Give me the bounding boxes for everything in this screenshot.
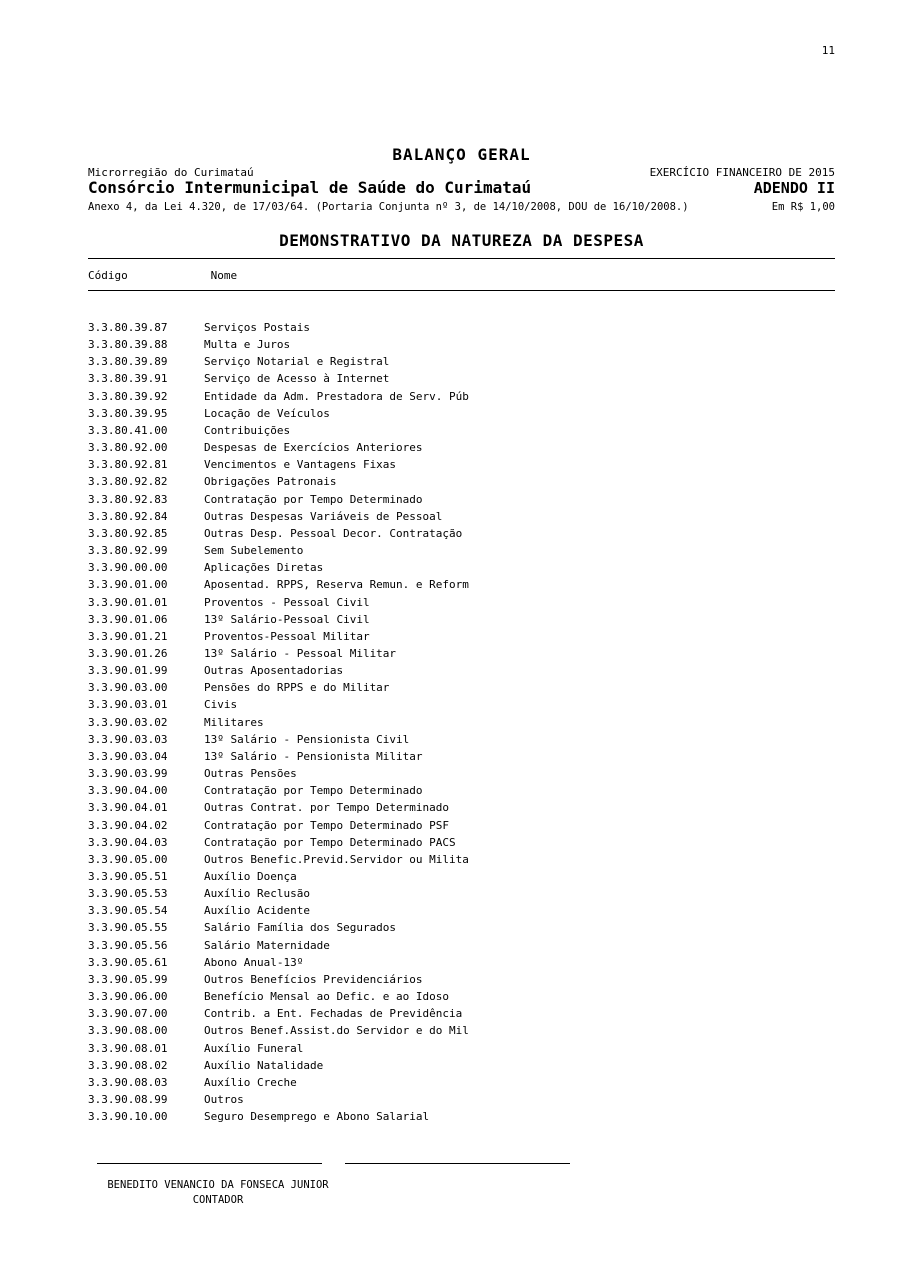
table-row [88,1057,835,1074]
expense-name: Auxílio Funeral [204,1041,304,1055]
expense-name: Multa e Juros [204,338,291,352]
expense-name: Entidade da Adm. Prestadora de Serv. Púb [204,389,469,403]
table-row [88,919,835,936]
expense-name: 13º Salário - Pensionista Militar [204,749,423,763]
table-row [88,1022,835,1039]
table-row [88,696,835,713]
expense-table-body [88,319,835,1125]
table-row [88,817,835,834]
expense-code: 3.3.90.00.00 [88,561,168,575]
expense-name: Outras Aposentadorias [204,664,344,678]
expense-code: 3.3.80.92.99 [88,544,168,558]
table-row [88,439,835,456]
table-row [88,731,835,748]
table-row [88,988,835,1005]
expense-code: 3.3.90.05.53 [88,887,168,901]
table-row [88,868,835,885]
signature-line-2 [345,1163,570,1164]
table-row [88,799,835,816]
table-row [88,319,835,336]
expense-code: 3.3.90.08.99 [88,1093,168,1107]
table-row [88,508,835,525]
expense-name: Auxílio Creche [204,1075,297,1089]
expense-code: 3.3.90.01.26 [88,646,168,660]
expense-name: Seguro Desemprego e Abono Salarial [204,1110,430,1124]
expense-code: 3.3.90.06.00 [88,990,168,1004]
expense-code: 3.3.90.08.01 [88,1041,168,1055]
expense-name: Locação de Veículos [204,406,330,420]
expense-name: Outras Desp. Pessoal Decor. Contratação [204,526,463,540]
expense-code: 3.3.90.05.55 [88,921,168,935]
expense-name: Vencimentos e Vantagens Fixas [204,458,397,472]
table-row [88,679,835,696]
report-title: BALANÇO GERAL [392,145,531,164]
expense-code: 3.3.90.05.54 [88,904,168,918]
expense-name: Contratação por Tempo Determinado PSF [204,818,450,832]
table-row [88,422,835,439]
expense-code: 3.3.90.05.51 [88,870,168,883]
expense-name: Contratação por Tempo Determinado [204,784,423,798]
expense-code: 3.3.90.04.00 [88,784,168,798]
expense-code: 3.3.90.03.01 [88,698,168,712]
expense-name: Civis [204,698,238,712]
expense-code: 3.3.80.39.87 [88,321,168,334]
expense-code: 3.3.80.39.89 [88,355,168,369]
expense-code: 3.3.90.04.03 [88,835,168,849]
expense-code: 3.3.80.92.00 [88,441,168,455]
expense-code: 3.3.90.05.56 [88,938,168,952]
expense-name: Outros [204,1093,244,1107]
expense-code: 3.3.90.01.01 [88,595,168,609]
table-row [88,388,835,405]
expense-name: Outros Benefícios Previdenciários [204,972,423,986]
table-row [88,628,835,645]
table-row [88,834,835,851]
table-row [88,611,835,628]
expense-code: 3.3.90.01.21 [88,629,168,643]
signer-title: CONTADOR [192,1194,244,1206]
table-row [88,473,835,490]
expense-code: 3.3.90.08.03 [88,1075,168,1089]
table-row [88,1091,835,1108]
expense-name: Outras Despesas Variáveis de Pessoal [204,509,443,523]
table-row [88,645,835,662]
region-label: Microrregião do Curimataú [88,166,254,179]
expense-code: 3.3.80.92.84 [88,509,168,523]
table-row [88,1005,835,1022]
table-row [88,1040,835,1057]
table-row [88,937,835,954]
expense-code: 3.3.90.03.02 [88,715,168,729]
table-row [88,525,835,542]
expense-code: 3.3.80.92.82 [88,475,168,489]
table-row [88,594,835,611]
expense-code: 3.3.90.03.99 [88,767,168,781]
expense-name: 13º Salário-Pessoal Civil [204,612,370,626]
expense-code: 3.3.90.01.06 [88,612,168,626]
expense-name: Serviço Notarial e Registral [204,355,390,369]
expense-name: Obrigações Patronais [204,475,337,489]
table-row [88,576,835,593]
expense-name: Proventos-Pessoal Militar [204,629,370,643]
expense-code: 3.3.80.92.81 [88,458,168,472]
expense-code: 3.3.90.05.00 [88,852,168,866]
expense-name: Auxílio Natalidade [204,1058,324,1072]
column-header-name: Nome [210,269,238,282]
table-row [88,1108,835,1125]
expense-name: Contribuições [204,423,291,437]
table-row [88,851,835,868]
expense-code: 3.3.90.05.61 [88,955,168,969]
table-row [88,456,835,473]
table-row [88,782,835,799]
expense-name: 13º Salário - Pensionista Civil [204,732,410,746]
expense-name: Aposentad. RPPS, Reserva Remun. e Reform [204,578,469,592]
entity-name: Consórcio Intermunicipal de Saúde do Curimataú [88,178,532,197]
expense-code: 3.3.90.05.99 [88,972,168,986]
expense-code: 3.3.90.10.00 [88,1110,168,1124]
section-title: DEMONSTRATIVO DA NATUREZA DA DESPESA [279,231,644,250]
expense-name: Salário Maternidade [204,938,330,952]
table-row [88,902,835,919]
table-row [88,405,835,422]
expense-name: Militares [204,715,264,729]
page-number: 11 [821,44,835,57]
expense-name: Contratação por Tempo Determinado [204,492,423,506]
header-line-legal [88,201,835,213]
expense-name: Serviço de Acesso à Internet [204,372,390,386]
expense-name: Abono Anual-13º [204,955,304,969]
table-row [88,336,835,353]
signer-block [98,1178,338,1208]
expense-code: 3.3.80.39.92 [88,389,168,403]
expense-code: 3.3.90.08.00 [88,1024,168,1038]
legal-reference: Anexo 4, da Lei 4.320, de 17/03/64. (Portaria Conjunta nº 3, de 14/10/2008, DOU de 16/10/2008.) [88,201,689,213]
expense-name: Outros Benefic.Previd.Servidor ou Milita [204,852,469,866]
signature-line-1 [97,1163,322,1164]
table-row [88,971,835,988]
table-row [88,370,835,387]
table-row [88,1074,835,1091]
expense-code: 3.3.80.39.95 [88,406,168,420]
table-header-row [88,269,835,282]
signer-name: BENEDITO VENANCIO DA FONSECA JUNIOR [107,1179,329,1191]
table-row [88,559,835,576]
header-line-entity [88,178,835,197]
expense-code: 3.3.90.03.03 [88,732,168,746]
column-header-code: Código [88,269,128,282]
expense-code: 3.3.80.39.88 [88,338,168,352]
fiscal-year-label: EXERCÍCIO FINANCEIRO DE 2015 [649,166,835,179]
expense-name: Aplicações Diretas [204,561,324,575]
table-row [88,748,835,765]
expense-code: 3.3.80.39.91 [88,372,168,386]
addendum-label: ADENDO II [753,179,835,197]
table-row [88,765,835,782]
currency-note: Em R$ 1,00 [771,201,835,213]
expense-name: 13º Salário - Pessoal Militar [204,646,397,660]
expense-code: 3.3.90.03.04 [88,749,168,763]
expense-name: Auxílio Doença [204,870,297,883]
expense-name: Contrib. a Ent. Fechadas de Previdência [204,1007,463,1021]
expense-code: 3.3.90.03.00 [88,681,168,695]
table-row [88,491,835,508]
table-header-divider [88,290,835,291]
table-top-divider [88,258,835,259]
expense-code: 3.3.80.92.85 [88,526,168,540]
expense-code: 3.3.90.04.02 [88,818,168,832]
expense-name: Proventos - Pessoal Civil [204,595,370,609]
expense-name: Auxílio Reclusão [204,887,310,901]
table-row [88,954,835,971]
expense-name: Outros Benef.Assist.do Servidor e do Mil [204,1024,469,1038]
expense-code: 3.3.80.92.83 [88,492,168,506]
table-row [88,353,835,370]
expense-name: Serviços Postais [204,321,310,334]
expense-code: 3.3.80.41.00 [88,423,168,437]
expense-name: Auxílio Acidente [204,904,310,918]
table-row [88,542,835,559]
expense-name: Sem Subelemento [204,544,304,558]
expense-name: Pensões do RPPS e do Militar [204,681,390,695]
expense-name: Salário Família dos Segurados [204,921,397,935]
expense-name: Outras Contrat. por Tempo Determinado [204,801,450,815]
table-row [88,662,835,679]
expense-code: 3.3.90.04.01 [88,801,168,815]
expense-name: Contratação por Tempo Determinado PACS [204,835,456,849]
table-row [88,714,835,731]
expense-code: 3.3.90.01.99 [88,664,168,678]
expense-name: Outras Pensões [204,767,297,781]
expense-code: 3.3.90.08.02 [88,1058,168,1072]
expense-code: 3.3.90.07.00 [88,1007,168,1021]
expense-name: Despesas de Exercícios Anteriores [204,441,423,455]
expense-code: 3.3.90.01.00 [88,578,168,592]
expense-name: Benefício Mensal ao Defic. e ao Idoso [204,990,450,1004]
table-row [88,885,835,902]
